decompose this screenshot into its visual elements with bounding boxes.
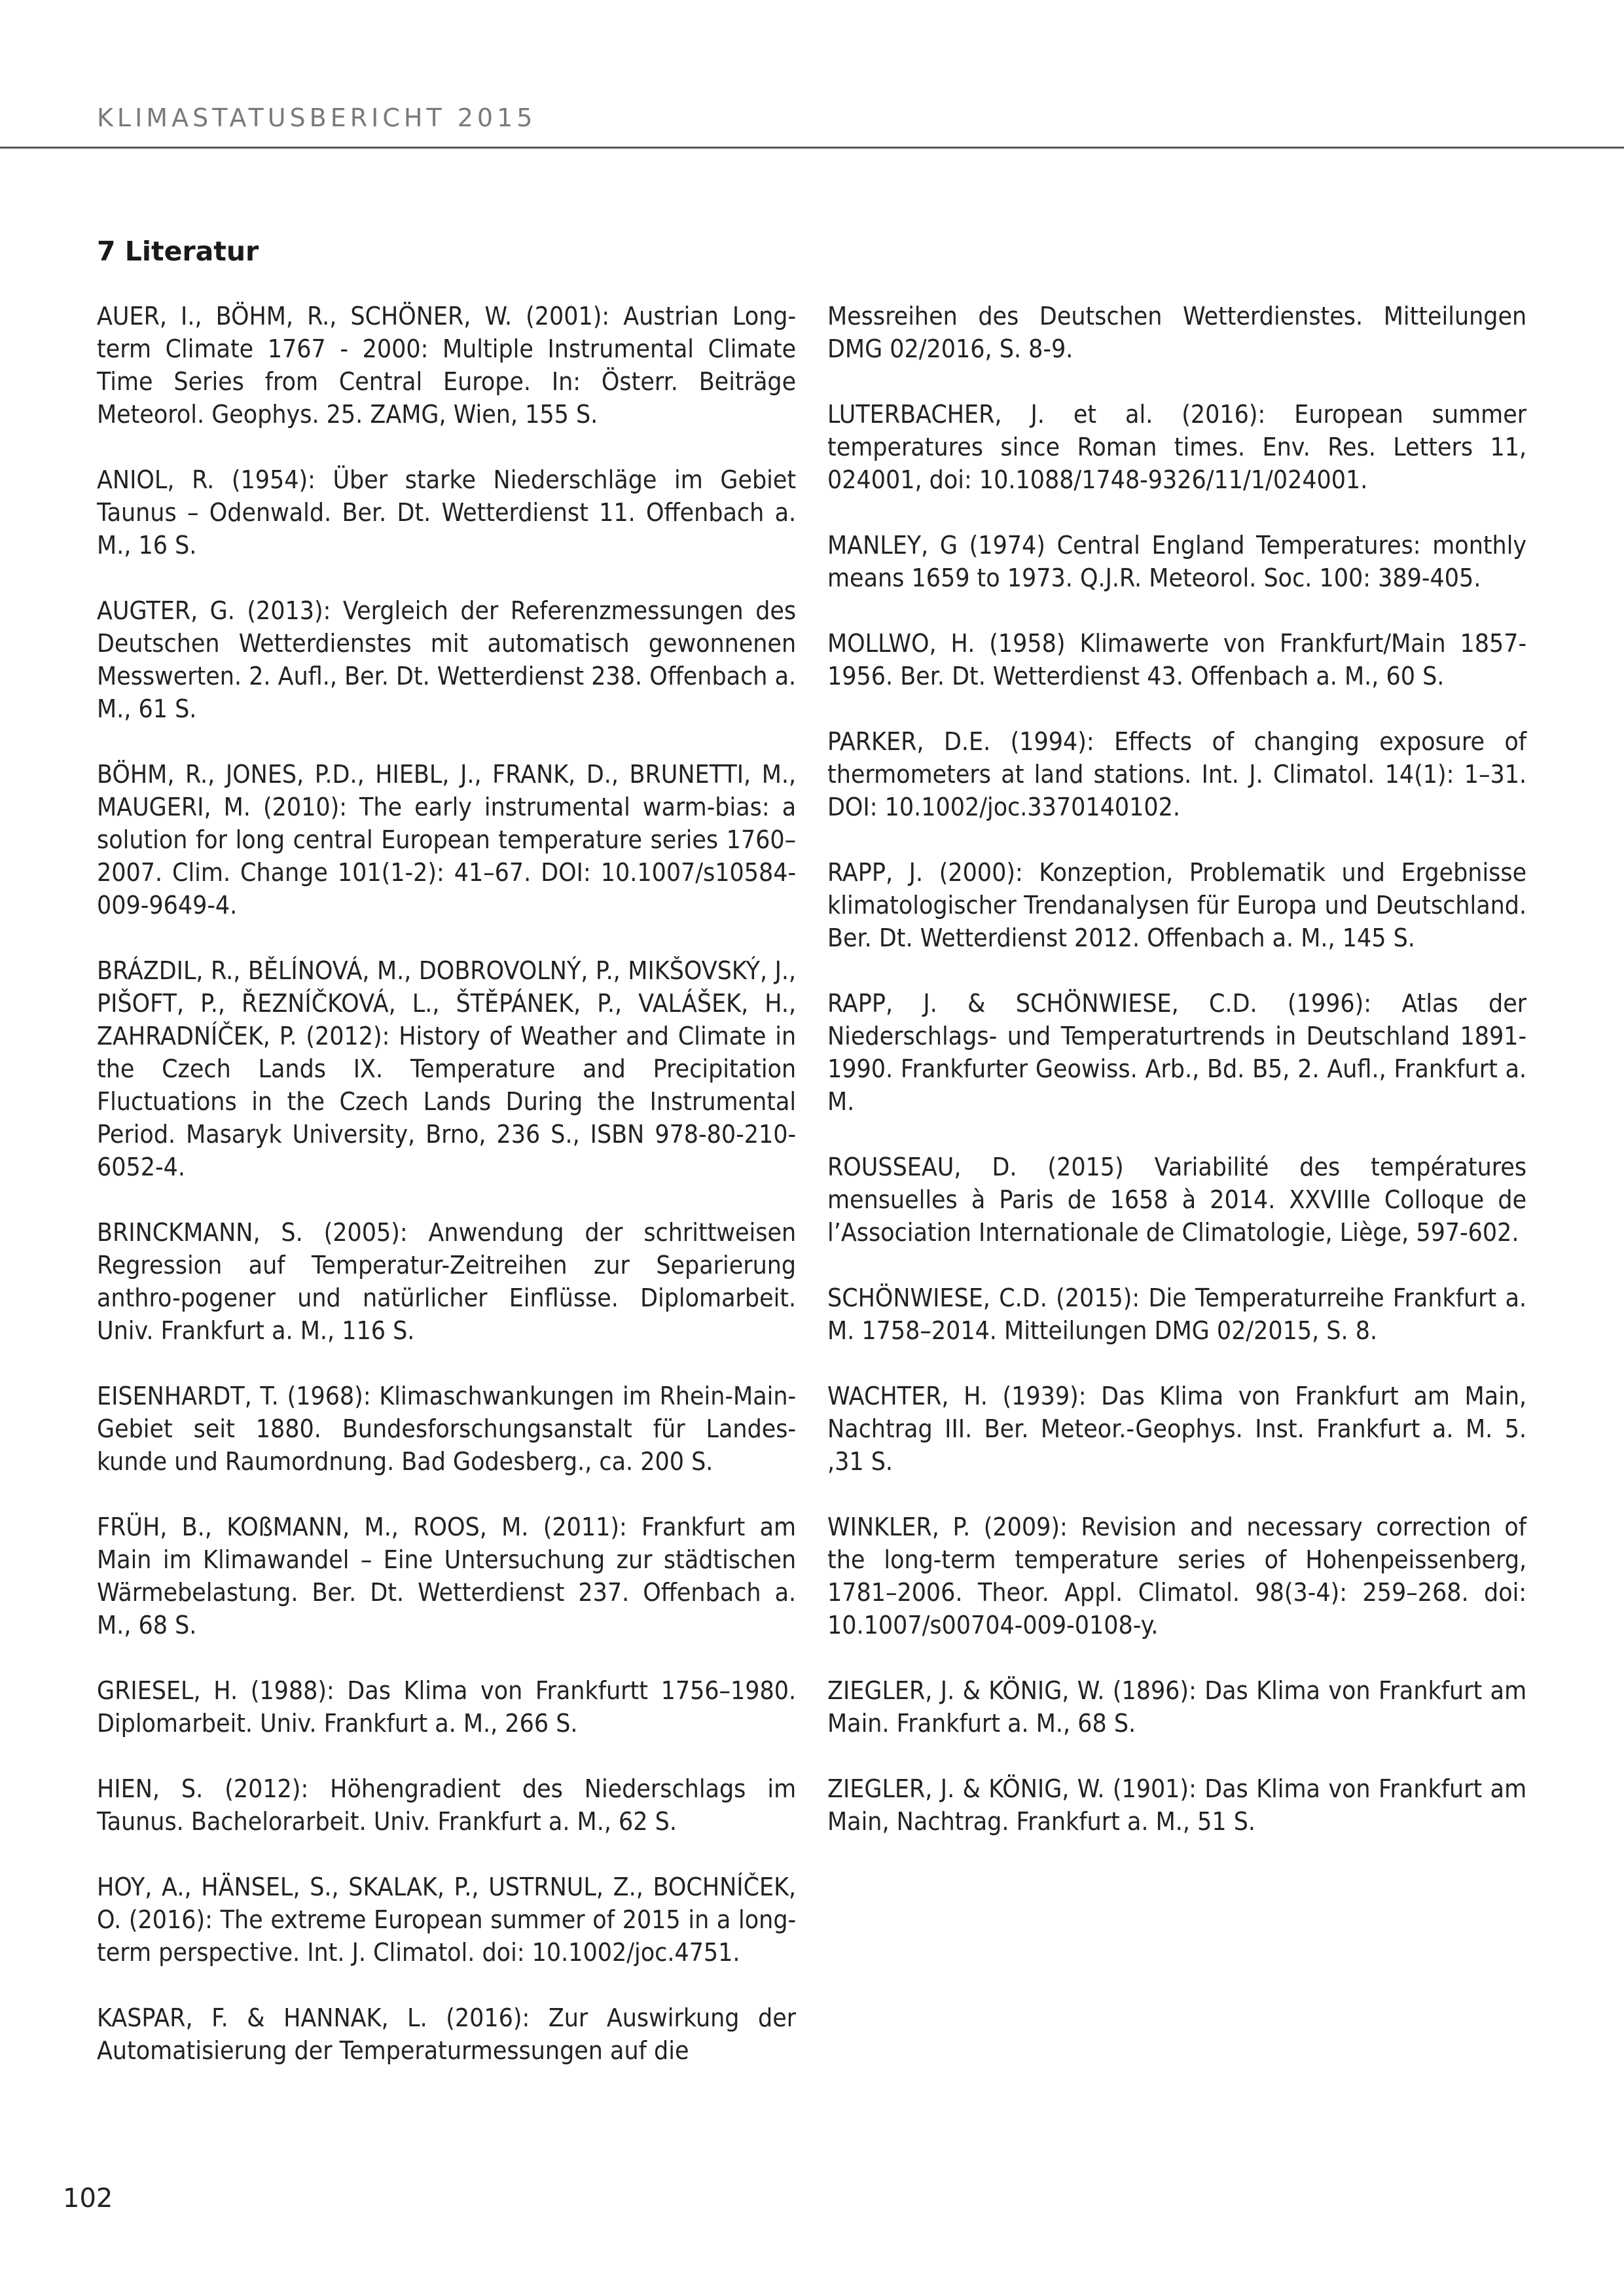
- reference-entry: AUGTER, G. (2013): Vergleich der Referenzmessungen des Deutschen Wetterdienstes mit automatisch gewonnenen Messwerten. 2. Aufl., Ber. Dt. Wetterdienst 238. Offenbach a. M., 61 S.: [97, 596, 797, 723]
- reference-entry: SCHÖNWIESE, C.D. (2015): Die Temperaturreihe Frankfurt a. M. 1758–2014. Mitteilungen DMG 02/2015, S. 8.: [827, 1283, 1527, 1345]
- reference-entry: RAPP, J. (2000): Konzeption, Problematik und Ergebnisse klimatologischer Trendanalysen für Europa und Deutschland. Ber. Dt. Wetterdienst 2012. Offenbach a. M., 145 S.: [827, 858, 1527, 952]
- reference-entry: BRINCKMANN, S. (2005): Anwendung der schrittweisen Regression auf Temperatur-Zeitreihen zur Separierung anthro-pogener und natürlicher Einflüsse. Diplomarbeit. Univ. Frankfurt a. M., 116 S.: [97, 1218, 797, 1345]
- reference-entry: BÖHM, R., JONES, P.D., HIEBL, J., FRANK, D., BRUNETTI, M., MAUGERI, M. (2010): The early instrumental warm-bias: a solution for long central European temperature series 1760–2007. Clim. Change 101(1-2): 41–67. DOI: 10.1007/s10584-009-9649-4.: [97, 760, 797, 920]
- page-number: 102: [63, 2183, 113, 2214]
- reference-entry: KASPAR, F. & HANNAK, L. (2016): Zur Auswirkung der Automatisierung der Temperaturmessungen auf die: [97, 2003, 797, 2065]
- reference-entry: MOLLWO, H. (1958) Klimawerte von Frankfurt/Main 1857-1956. Ber. Dt. Wetterdienst 43. Offenbach a. M., 60 S.: [827, 629, 1527, 691]
- reference-entry: ZIEGLER, J. & KÖNIG, W. (1901): Das Klima von Frankfurt am Main, Nachtrag. Frankfurt a. M., 51 S.: [827, 1774, 1527, 1836]
- reference-entry: ANIOL, R. (1954): Über starke Niederschläge im Gebiet Taunus – Odenwald. Ber. Dt. Wetterdienst 11. Offenbach a. M., 16 S.: [97, 465, 797, 560]
- reference-entry: BRÁZDIL, R., BĚLÍNOVÁ, M., DOBROVOLNÝ, P., MIKŠOVSKÝ, J., PIŠOFT, P., ŘEZNÍČKOVÁ, L., ŠTĚPÁNEK, P., VALÁŠEK, H., ZAHRADNÍČEK, P. (2012): History of Weather and Climate in the Czech Lands IX. Temperature and Precipitation Fluctuations in the Czech Lands During the Instrumental Period. Masaryk University, Brno, 236 S., ISBN 978-80-210-6052-4.: [97, 956, 797, 1181]
- reference-entry: LUTERBACHER, J. et al. (2016): European summer temperatures since Roman times. Env. Res. Letters 11, 024001, doi: 10.1088/1748-9326/11/1/024001.: [827, 400, 1527, 494]
- reference-entry: AUER, I., BÖHM, R., SCHÖNER, W. (2001): Austrian Long-term Climate 1767 - 2000: Multiple Instrumental Climate Time Series from Central Europe. In: Österr. Beiträge Meteorol. Geophys. 25. ZAMG, Wien, 155 S.: [97, 302, 797, 429]
- reference-entry: Messreihen des Deutschen Wetterdienstes. Mitteilungen DMG 02/2016, S. 8-9.: [827, 302, 1527, 363]
- reference-entry: EISENHARDT, T. (1968): Klimaschwankungen im Rhein-Main-Gebiet seit 1880. Bundesforschungsanstalt für Landes-kunde und Raumordnung. Bad Godesberg., ca. 200 S.: [97, 1382, 797, 1476]
- running-header: KLIMASTATUSBERICHT 2015: [97, 103, 537, 132]
- reference-entry: ROUSSEAU, D. (2015) Variabilité des températures mensuelles à Paris de 1658 à 2014. XXVIIIe Colloque de l’Association Internationale de Climatologie, Liège, 597-602.: [827, 1153, 1527, 1247]
- reference-entry: HOY, A., HÄNSEL, S., SKALAK, P., USTRNUL, Z., BOCHNÍČEK, O. (2016): The extreme European summer of 2015 in a long-term perspective. Int. J. Climatol. doi: 10.1002/joc.4751.: [97, 1873, 797, 1967]
- reference-entry: FRÜH, B., KOßMANN, M., ROOS, M. (2011): Frankfurt am Main im Klimawandel – Eine Untersuchung zur städtischen Wärmebelastung. Ber. Dt. Wetterdienst 237. Offenbach a. M., 68 S.: [97, 1513, 797, 1640]
- references-right-column: [827, 300, 1526, 1871]
- section-title: 7 Literatur: [97, 236, 259, 267]
- reference-entry: HIEN, S. (2012): Höhengradient des Niederschlags im Taunus. Bachelorarbeit. Univ. Frankfurt a. M., 62 S.: [97, 1774, 797, 1836]
- references-left-column: [97, 300, 796, 2100]
- reference-entry: WACHTER, H. (1939): Das Klima von Frankfurt am Main, Nachtrag III. Ber. Meteor.-Geophys. Inst. Frankfurt a. M. 5. ,31 S.: [827, 1382, 1527, 1476]
- reference-entry: MANLEY, G (1974) Central England Temperatures: monthly means 1659 to 1973. Q.J.R. Meteorol. Soc. 100: 389-405.: [827, 531, 1527, 592]
- header-divider: [0, 147, 1624, 149]
- reference-entry: ZIEGLER, J. & KÖNIG, W. (1896): Das Klima von Frankfurt am Main. Frankfurt a. M., 68 S.: [827, 1676, 1527, 1738]
- reference-entry: WINKLER, P. (2009): Revision and necessary correction of the long-term temperature series of Hohenpeissenberg, 1781–2006. Theor. Appl. Climatol. 98(3-4): 259–268. doi: 10.1007/s00704-009-0108-y.: [827, 1513, 1527, 1640]
- reference-entry: PARKER, D.E. (1994): Effects of changing exposure of thermometers at land stations. Int. J. Climatol. 14(1): 1–31. DOI: 10.1002/joc.3370140102.: [827, 727, 1527, 821]
- reference-entry: RAPP, J. & SCHÖNWIESE, C.D. (1996): Atlas der Niederschlags- und Temperaturtrends in Deutschland 1891-1990. Frankfurter Geowiss. Arb., Bd. B5, 2. Aufl., Frankfurt a. M.: [827, 989, 1527, 1116]
- reference-entry: GRIESEL, H. (1988): Das Klima von Frankfurtt 1756–1980. Diplomarbeit. Univ. Frankfurt a. M., 266 S.: [97, 1676, 797, 1738]
